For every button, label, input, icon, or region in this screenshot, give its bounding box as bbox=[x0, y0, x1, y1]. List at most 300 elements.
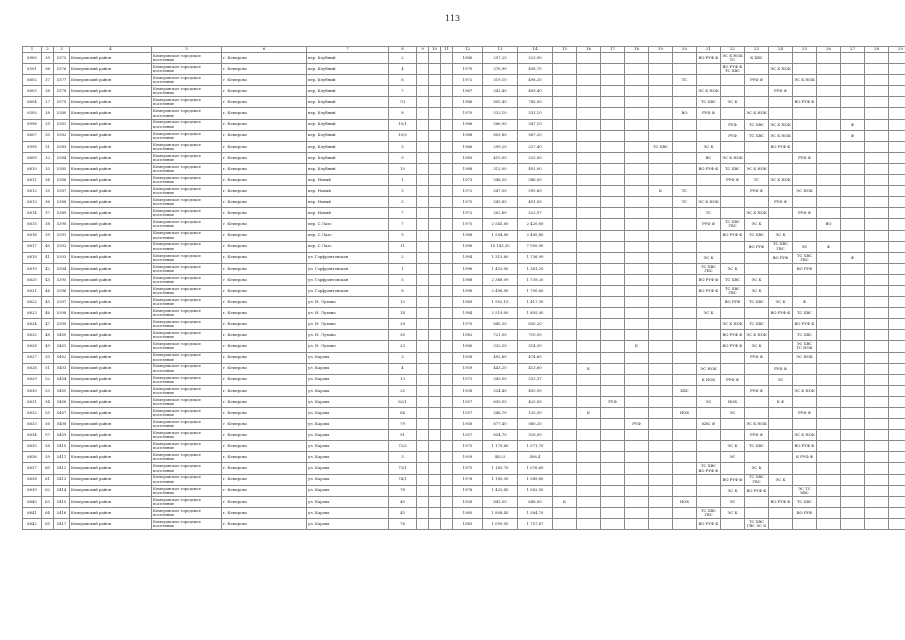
table-cell bbox=[625, 53, 649, 64]
table-cell bbox=[625, 374, 649, 385]
street-cell: ул. Карова bbox=[307, 463, 389, 474]
table-cell bbox=[601, 141, 625, 152]
table-cell bbox=[649, 485, 673, 496]
house-number-cell: 1 bbox=[389, 175, 417, 186]
table-cell bbox=[429, 396, 441, 407]
table-cell bbox=[697, 75, 721, 86]
house-number-cell: 4 bbox=[389, 363, 417, 374]
table-cell bbox=[441, 507, 453, 518]
table-cell bbox=[429, 152, 441, 163]
column-number: 16 bbox=[577, 47, 601, 53]
table-cell bbox=[441, 208, 453, 219]
house-number-cell: 9 bbox=[389, 152, 417, 163]
table-cell bbox=[649, 263, 673, 274]
row-code: 5384 bbox=[54, 152, 70, 163]
table-cell bbox=[625, 507, 649, 518]
table-cell bbox=[417, 374, 429, 385]
city-cell: г. Кемерово bbox=[222, 186, 307, 197]
table-cell bbox=[429, 496, 441, 507]
table-cell bbox=[769, 53, 793, 64]
table-cell: ТС ХВС ГВС bbox=[721, 219, 745, 230]
table-cell bbox=[841, 141, 865, 152]
row-id: 6627 bbox=[23, 352, 42, 363]
table-cell bbox=[721, 86, 745, 97]
table-row bbox=[23, 64, 905, 75]
table-cell bbox=[817, 274, 841, 285]
table-cell bbox=[553, 385, 577, 396]
table-cell bbox=[577, 430, 601, 441]
table-cell bbox=[769, 152, 793, 163]
table-cell bbox=[625, 396, 649, 407]
table-cell bbox=[649, 285, 673, 296]
table-cell bbox=[793, 53, 817, 64]
table-cell bbox=[865, 252, 889, 263]
district-cell: Кемеровский район bbox=[70, 430, 152, 441]
district-cell: Кемеровский район bbox=[70, 396, 152, 407]
row-seq: 42 bbox=[42, 263, 54, 274]
table-cell: 491,00 bbox=[518, 197, 553, 208]
table-cell bbox=[889, 319, 905, 330]
district-cell: Кемеровский район bbox=[70, 53, 152, 64]
table-cell bbox=[417, 507, 429, 518]
street-cell: пер. Новый bbox=[307, 175, 389, 186]
table-row bbox=[23, 308, 905, 319]
row-code: 5394 bbox=[54, 263, 70, 274]
column-number: 11 bbox=[441, 47, 453, 53]
table-cell: ЭС bbox=[721, 408, 745, 419]
table-cell bbox=[865, 474, 889, 485]
table-cell bbox=[817, 141, 841, 152]
table-cell bbox=[865, 86, 889, 97]
table-cell bbox=[649, 97, 673, 108]
table-row bbox=[23, 97, 905, 108]
table-cell: 332,50 bbox=[483, 341, 518, 352]
table-row bbox=[23, 208, 905, 219]
table-cell: 1 790,60 bbox=[518, 285, 553, 296]
row-seq: 28 bbox=[42, 108, 54, 119]
table-cell: 495,90 bbox=[518, 385, 553, 396]
table-cell bbox=[625, 430, 649, 441]
table-cell bbox=[817, 64, 841, 75]
table-cell bbox=[817, 186, 841, 197]
table-cell bbox=[889, 119, 905, 130]
table-cell bbox=[817, 86, 841, 97]
table-cell: 1 420,40 bbox=[483, 485, 518, 496]
table-cell: 346,50 bbox=[483, 175, 518, 186]
table-cell: 1996 bbox=[453, 285, 483, 296]
table-cell bbox=[721, 141, 745, 152]
table-cell bbox=[441, 452, 453, 463]
row-code: 5381 bbox=[54, 119, 70, 130]
district-cell: Кемеровский район bbox=[70, 319, 152, 330]
table-cell: ТС bbox=[673, 75, 697, 86]
table-cell: 595,80 bbox=[518, 186, 553, 197]
table-cell bbox=[865, 352, 889, 363]
row-code: 5411 bbox=[54, 452, 70, 463]
table-cell bbox=[649, 297, 673, 308]
table-cell bbox=[865, 263, 889, 274]
table-cell: К НОК bbox=[697, 374, 721, 385]
table-cell: ЭС К НОК bbox=[721, 152, 745, 163]
table-cell bbox=[793, 463, 817, 474]
table-cell bbox=[769, 319, 793, 330]
table-cell: 830,20 bbox=[518, 319, 553, 330]
table-cell: Ф bbox=[817, 241, 841, 252]
table-cell: ВО РУФ Ф bbox=[721, 474, 745, 485]
table-cell: 1 315,60 bbox=[483, 252, 518, 263]
settlement-cell: Кемеровское городское поселение bbox=[152, 408, 222, 419]
house-number-cell: 2 bbox=[389, 252, 417, 263]
row-seq: 33 bbox=[42, 163, 54, 174]
table-row bbox=[23, 230, 905, 241]
table-cell bbox=[865, 341, 889, 352]
table-row bbox=[23, 441, 905, 452]
table-cell bbox=[817, 75, 841, 86]
table-cell bbox=[429, 75, 441, 86]
table-cell bbox=[865, 374, 889, 385]
table-cell bbox=[673, 274, 697, 285]
table-cell bbox=[601, 230, 625, 241]
table-cell bbox=[817, 374, 841, 385]
city-cell: г. Кемерово bbox=[222, 241, 307, 252]
table-cell bbox=[745, 507, 769, 518]
table-cell bbox=[429, 108, 441, 119]
table-cell bbox=[553, 86, 577, 97]
table-cell: ТС ХВС bbox=[697, 97, 721, 108]
table-row bbox=[23, 341, 905, 352]
table-cell bbox=[865, 119, 889, 130]
table-cell bbox=[649, 219, 673, 230]
table-cell bbox=[429, 452, 441, 463]
table-cell: РУФ bbox=[721, 119, 745, 130]
row-id: 6629 bbox=[23, 374, 42, 385]
table-cell bbox=[577, 86, 601, 97]
table-cell bbox=[577, 441, 601, 452]
table-cell: 1 757,87 bbox=[518, 518, 553, 529]
table-cell bbox=[577, 385, 601, 396]
table-cell bbox=[601, 363, 625, 374]
table-cell: 1969 bbox=[453, 297, 483, 308]
table-cell bbox=[553, 285, 577, 296]
table-cell bbox=[673, 285, 697, 296]
street-cell: ул. Карова bbox=[307, 430, 389, 441]
table-cell bbox=[745, 408, 769, 419]
table-cell bbox=[697, 119, 721, 130]
table-cell bbox=[793, 86, 817, 97]
table-cell bbox=[417, 75, 429, 86]
table-cell bbox=[697, 175, 721, 186]
house-number-cell: 23 bbox=[389, 341, 417, 352]
table-cell bbox=[649, 152, 673, 163]
table-cell bbox=[673, 175, 697, 186]
table-cell bbox=[601, 219, 625, 230]
row-code: 5386 bbox=[54, 175, 70, 186]
settlement-cell: Кемеровское городское поселение bbox=[152, 141, 222, 152]
table-cell bbox=[429, 53, 441, 64]
table-cell: ЭС К bbox=[769, 230, 793, 241]
house-number-cell: 40 bbox=[389, 496, 417, 507]
table-cell bbox=[889, 507, 905, 518]
city-cell: г. Кемерово bbox=[222, 485, 307, 496]
table-cell: 474,60 bbox=[518, 352, 553, 363]
table-cell: РУФ Ф bbox=[769, 197, 793, 208]
row-seq: 48 bbox=[42, 330, 54, 341]
row-seq: 56 bbox=[42, 419, 54, 430]
row-seq: 54 bbox=[42, 396, 54, 407]
table-cell bbox=[673, 86, 697, 97]
table-cell bbox=[673, 463, 697, 474]
table-row bbox=[23, 408, 905, 419]
table-cell: РУФ bbox=[721, 130, 745, 141]
table-cell bbox=[577, 208, 601, 219]
house-number-cell: 4 bbox=[389, 64, 417, 75]
house-number-cell: 76 bbox=[389, 518, 417, 529]
column-number: 28 bbox=[865, 47, 889, 53]
table-cell bbox=[769, 441, 793, 452]
table-cell bbox=[553, 163, 577, 174]
house-number-cell: 7 bbox=[389, 208, 417, 219]
city-cell: г. Кемерово bbox=[222, 341, 307, 352]
table-cell: 1975 bbox=[453, 197, 483, 208]
table-cell bbox=[441, 341, 453, 352]
table-cell bbox=[673, 396, 697, 407]
table-cell bbox=[417, 352, 429, 363]
table-cell: 1959 bbox=[453, 363, 483, 374]
table-cell bbox=[841, 374, 865, 385]
house-number-cell: 73/1 bbox=[389, 463, 417, 474]
table-cell bbox=[697, 496, 721, 507]
table-cell: К bbox=[649, 186, 673, 197]
table-cell bbox=[889, 408, 905, 419]
table-cell bbox=[417, 197, 429, 208]
table-cell bbox=[441, 230, 453, 241]
table-cell bbox=[649, 130, 673, 141]
table-cell bbox=[429, 352, 441, 363]
city-cell: г. Кемерово bbox=[222, 363, 307, 374]
table-cell bbox=[769, 463, 793, 474]
table-cell: ТС ХВС bbox=[745, 297, 769, 308]
table-cell: ТС ХВС ГВС bbox=[745, 474, 769, 485]
table-row bbox=[23, 53, 905, 64]
street-cell: ул. Карова bbox=[307, 485, 389, 496]
table-cell: 1973 bbox=[453, 175, 483, 186]
row-code: 5403 bbox=[54, 363, 70, 374]
table-cell: ЭС К НОК bbox=[793, 75, 817, 86]
table-cell bbox=[889, 186, 905, 197]
table-row bbox=[23, 285, 905, 296]
row-id: 6626 bbox=[23, 341, 42, 352]
row-seq: 52 bbox=[42, 374, 54, 385]
table-cell bbox=[865, 130, 889, 141]
table-cell: ТС ХВС bbox=[721, 274, 745, 285]
house-number-cell: 45 bbox=[389, 507, 417, 518]
table-cell: 1966 bbox=[453, 141, 483, 152]
table-cell bbox=[429, 374, 441, 385]
table-cell bbox=[625, 385, 649, 396]
table-cell bbox=[625, 518, 649, 529]
street-cell: ул. Карова bbox=[307, 352, 389, 363]
table-cell bbox=[625, 330, 649, 341]
table-cell: ЭС К НОК bbox=[769, 175, 793, 186]
column-number: 22 bbox=[721, 47, 745, 53]
table-cell: 1 165,70 bbox=[483, 463, 518, 474]
table-cell: ЭС К bbox=[745, 285, 769, 296]
table-cell: 1983 bbox=[453, 518, 483, 529]
table-cell: Ф bbox=[841, 252, 865, 263]
table-cell bbox=[601, 507, 625, 518]
table-cell bbox=[417, 430, 429, 441]
table-cell bbox=[577, 163, 601, 174]
table-cell bbox=[417, 274, 429, 285]
table-cell: ТС ХВС bbox=[793, 496, 817, 507]
table-cell bbox=[553, 119, 577, 130]
table-cell bbox=[441, 408, 453, 419]
table-cell bbox=[793, 474, 817, 485]
table-cell: ВО РУФ Ф bbox=[793, 441, 817, 452]
table-cell bbox=[553, 175, 577, 186]
table-cell bbox=[889, 175, 905, 186]
table-cell bbox=[649, 507, 673, 518]
table-cell: ХВС bbox=[673, 385, 697, 396]
table-cell: 1 739,20 bbox=[518, 274, 553, 285]
row-id: 6623 bbox=[23, 308, 42, 319]
table-cell bbox=[625, 297, 649, 308]
table-cell bbox=[601, 252, 625, 263]
table-cell: ВО РУФ bbox=[793, 507, 817, 518]
table-cell bbox=[721, 197, 745, 208]
settlement-cell: Кемеровское городское поселение bbox=[152, 474, 222, 485]
table-cell bbox=[865, 152, 889, 163]
table-cell bbox=[417, 108, 429, 119]
column-number: 23 bbox=[745, 47, 769, 53]
table-cell: РУФ bbox=[625, 419, 649, 430]
table-cell: 1970 bbox=[453, 108, 483, 119]
table-cell bbox=[865, 75, 889, 86]
table-cell bbox=[841, 308, 865, 319]
row-id: 6633 bbox=[23, 419, 42, 430]
settlement-cell: Кемеровское городское поселение bbox=[152, 152, 222, 163]
table-cell bbox=[601, 419, 625, 430]
row-seq: 55 bbox=[42, 408, 54, 419]
house-number-cell: 72/2 bbox=[389, 441, 417, 452]
table-cell: Ф bbox=[841, 130, 865, 141]
street-cell: ул. Н. Лузина bbox=[307, 297, 389, 308]
table-cell bbox=[889, 485, 905, 496]
table-cell: 413,60 bbox=[518, 363, 553, 374]
table-cell bbox=[441, 75, 453, 86]
table-cell bbox=[577, 319, 601, 330]
row-code: 5376 bbox=[54, 64, 70, 75]
table-cell bbox=[441, 197, 453, 208]
row-id: 6900 bbox=[23, 53, 42, 64]
table-cell: ЭС К bbox=[745, 463, 769, 474]
table-cell bbox=[553, 241, 577, 252]
table-cell bbox=[673, 419, 697, 430]
table-cell: 523,90 bbox=[518, 53, 553, 64]
table-cell bbox=[441, 352, 453, 363]
row-code: 5387 bbox=[54, 186, 70, 197]
table-cell bbox=[673, 485, 697, 496]
table-cell bbox=[601, 474, 625, 485]
table-cell bbox=[793, 64, 817, 75]
table-cell bbox=[553, 441, 577, 452]
table-cell bbox=[601, 53, 625, 64]
table-cell bbox=[721, 308, 745, 319]
column-number: 12 bbox=[453, 47, 483, 53]
table-cell bbox=[817, 297, 841, 308]
table-cell bbox=[577, 141, 601, 152]
table-cell bbox=[697, 408, 721, 419]
row-id: 6615 bbox=[23, 219, 42, 230]
street-cell: ул. Горфронтовская bbox=[307, 274, 389, 285]
row-id: 6616 bbox=[23, 230, 42, 241]
table-cell bbox=[865, 408, 889, 419]
table-row bbox=[23, 518, 905, 529]
city-cell: г. Кемерово bbox=[222, 297, 307, 308]
table-cell bbox=[841, 352, 865, 363]
table-cell bbox=[649, 352, 673, 363]
settlement-cell: Кемеровское городское поселение bbox=[152, 108, 222, 119]
row-id: 6621 bbox=[23, 285, 42, 296]
table-cell bbox=[577, 152, 601, 163]
table-cell bbox=[841, 53, 865, 64]
city-cell: г. Кемерово bbox=[222, 452, 307, 463]
table-cell bbox=[673, 330, 697, 341]
table-cell: 648,00 bbox=[518, 496, 553, 507]
table-cell: РУФ Ф bbox=[745, 430, 769, 441]
table-cell: ВО РУФ Ф bbox=[697, 518, 721, 529]
row-seq: 63 bbox=[42, 496, 54, 507]
street-cell: ул. Н. Лузина bbox=[307, 330, 389, 341]
table-cell bbox=[673, 252, 697, 263]
table-cell bbox=[865, 330, 889, 341]
table-cell bbox=[769, 341, 793, 352]
district-cell: Кемеровский район bbox=[70, 252, 152, 263]
table-cell bbox=[553, 152, 577, 163]
table-cell: РУФ Ф bbox=[793, 152, 817, 163]
street-cell: ул. Горфронтовская bbox=[307, 285, 389, 296]
row-id: 6604 bbox=[23, 97, 42, 108]
settlement-cell: Кемеровское городское поселение bbox=[152, 374, 222, 385]
table-cell bbox=[625, 463, 649, 474]
street-cell: пер. Клубный bbox=[307, 97, 389, 108]
table-cell: РУФ Ф bbox=[745, 352, 769, 363]
table-cell: РУФ Ф bbox=[793, 208, 817, 219]
row-code: 5390 bbox=[54, 219, 70, 230]
table-cell: 1985 bbox=[453, 152, 483, 163]
table-cell bbox=[697, 330, 721, 341]
table-cell bbox=[577, 507, 601, 518]
row-id: 6610 bbox=[23, 163, 42, 174]
table-cell bbox=[429, 230, 441, 241]
row-seq: 38 bbox=[42, 219, 54, 230]
row-id: 6635 bbox=[23, 441, 42, 452]
row-seq: 30 bbox=[42, 130, 54, 141]
table-cell bbox=[649, 208, 673, 219]
table-cell: 1 049,80 bbox=[518, 474, 553, 485]
table-cell bbox=[721, 419, 745, 430]
table-cell: 840,30 bbox=[483, 319, 518, 330]
table-cell: 677,40 bbox=[483, 419, 518, 430]
table-cell bbox=[865, 419, 889, 430]
table-cell bbox=[841, 197, 865, 208]
settlement-cell: Кемеровское городское поселение bbox=[152, 197, 222, 208]
settlement-cell: Кемеровское городское поселение bbox=[152, 352, 222, 363]
table-cell bbox=[553, 219, 577, 230]
table-cell: ЭС К bbox=[769, 474, 793, 485]
table-cell bbox=[577, 496, 601, 507]
table-cell bbox=[793, 197, 817, 208]
